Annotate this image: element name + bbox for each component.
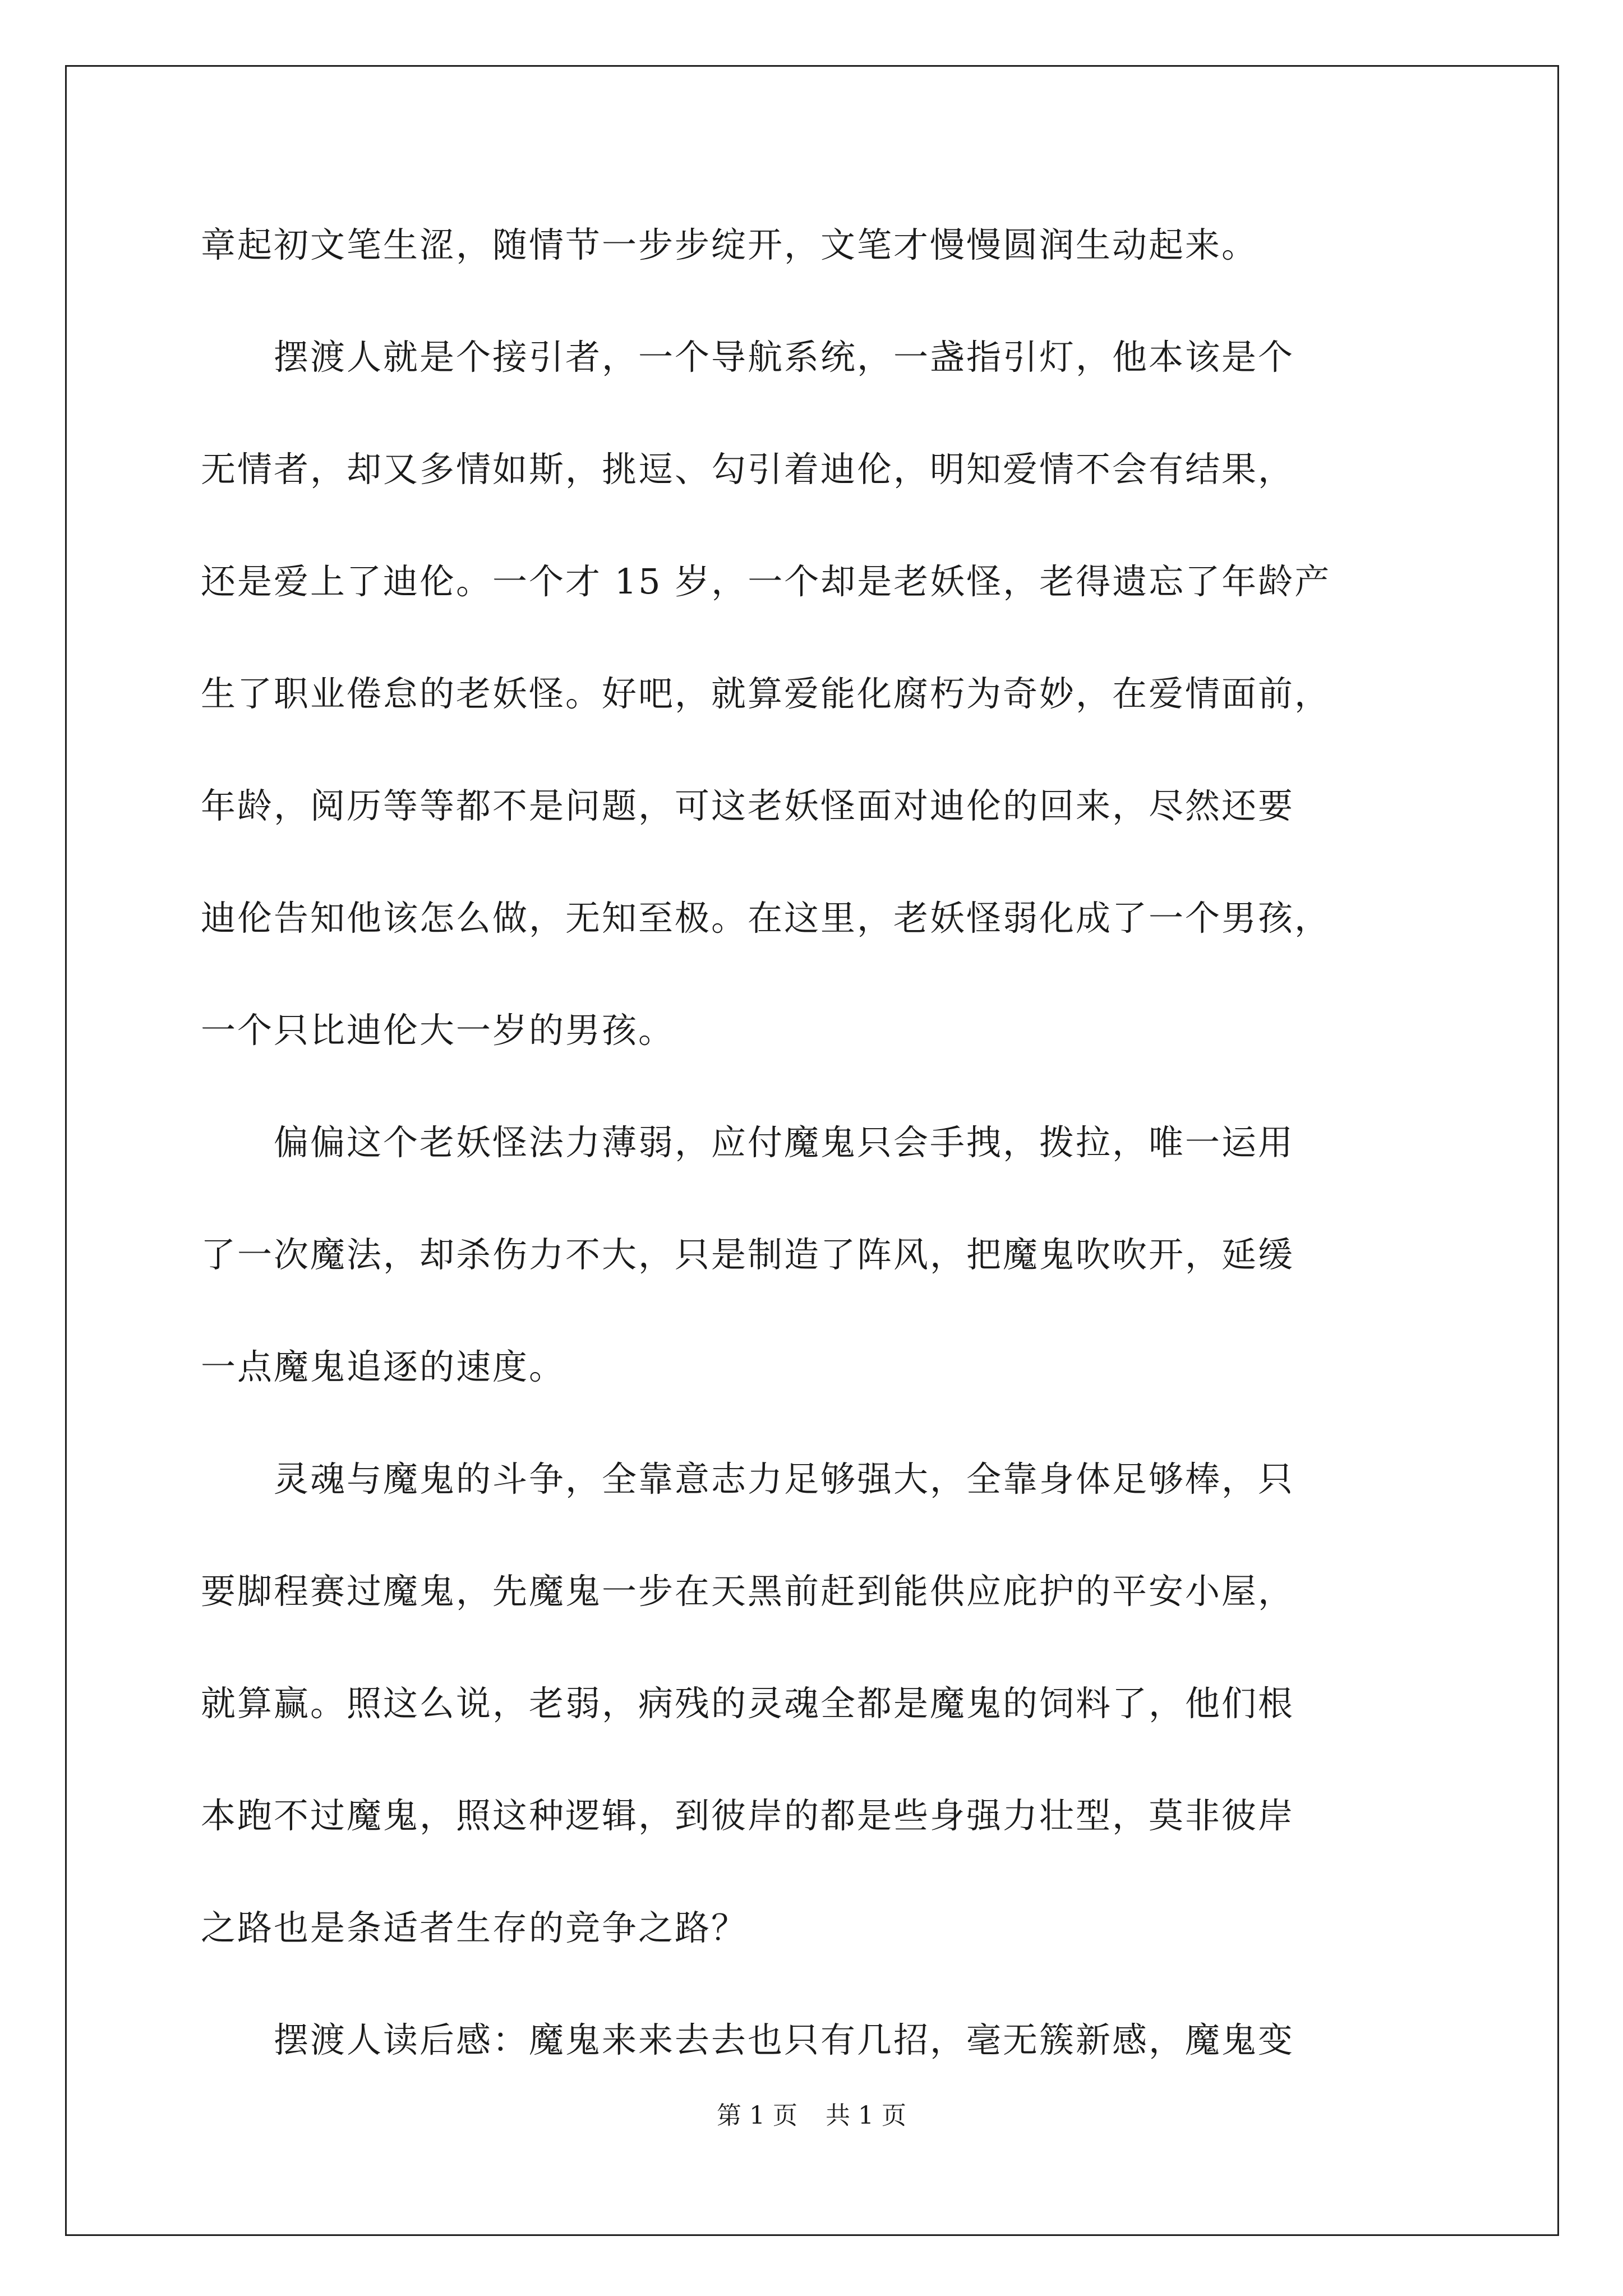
text-line: 迪伦告知他该怎么做，无知至极。在这里，老妖怪弱化成了一个男孩， <box>201 898 1331 938</box>
text-line: 一点魔鬼追逐的速度。 <box>201 1346 566 1387</box>
text-line: 无情者，却又多情如斯，挑逗、勾引着迪伦，明知爱情不会有结果， <box>201 449 1295 490</box>
text-line: 要脚程赛过魔鬼，先魔鬼一步在天黑前赶到能供应庇护的平安小屋， <box>201 1571 1295 1612</box>
page-footer <box>0 2099 1623 2133</box>
page-count: 共 1 页 <box>826 2101 906 2130</box>
text-line: 了一次魔法，却杀伤力不大，只是制造了阵风，把魔鬼吹吹开，延缓 <box>201 1234 1295 1275</box>
text-line: 摆渡人读后感：魔鬼来来去去也只有几招，毫无簇新感，魔鬼变 <box>201 2019 1295 2060</box>
text-line: 生了职业倦怠的老妖怪。好吧，就算爱能化腐朽为奇妙，在爱情面前， <box>201 673 1331 714</box>
text-line: 还是爱上了迪伦。一个才 15 岁，一个却是老妖怪，老得遗忘了年龄产 <box>201 561 1331 602</box>
text-line: 章起初文笔生涩，随情节一步步绽开，文笔才慢慢圆润生动起来。 <box>201 224 1258 265</box>
text-line: 灵魂与魔鬼的斗争，全靠意志力足够强大，全靠身体足够棒，只 <box>201 1458 1295 1499</box>
text-line: 一个只比迪伦大一岁的男孩。 <box>201 1010 675 1051</box>
text-line: 之路也是条适者生存的竞争之路？ <box>201 1907 748 1948</box>
text-line: 偏偏这个老妖怪法力薄弱，应付魔鬼只会手拽，拨拉，唯一运用 <box>201 1122 1295 1163</box>
page-number: 第 1 页 <box>717 2101 797 2130</box>
text-line: 本跑不过魔鬼，照这种逻辑，到彼岸的都是些身强力壮型，莫非彼岸 <box>201 1795 1295 1836</box>
text-line: 年龄，阅历等等都不是问题，可这老妖怪面对迪伦的回来，尽然还要 <box>201 785 1295 826</box>
text-line: 就算赢。照这么说，老弱，病残的灵魂全都是魔鬼的饲料了，他们根 <box>201 1683 1295 1724</box>
text-line: 摆渡人就是个接引者，一个导航系统，一盏指引灯，他本该是个 <box>201 337 1295 378</box>
